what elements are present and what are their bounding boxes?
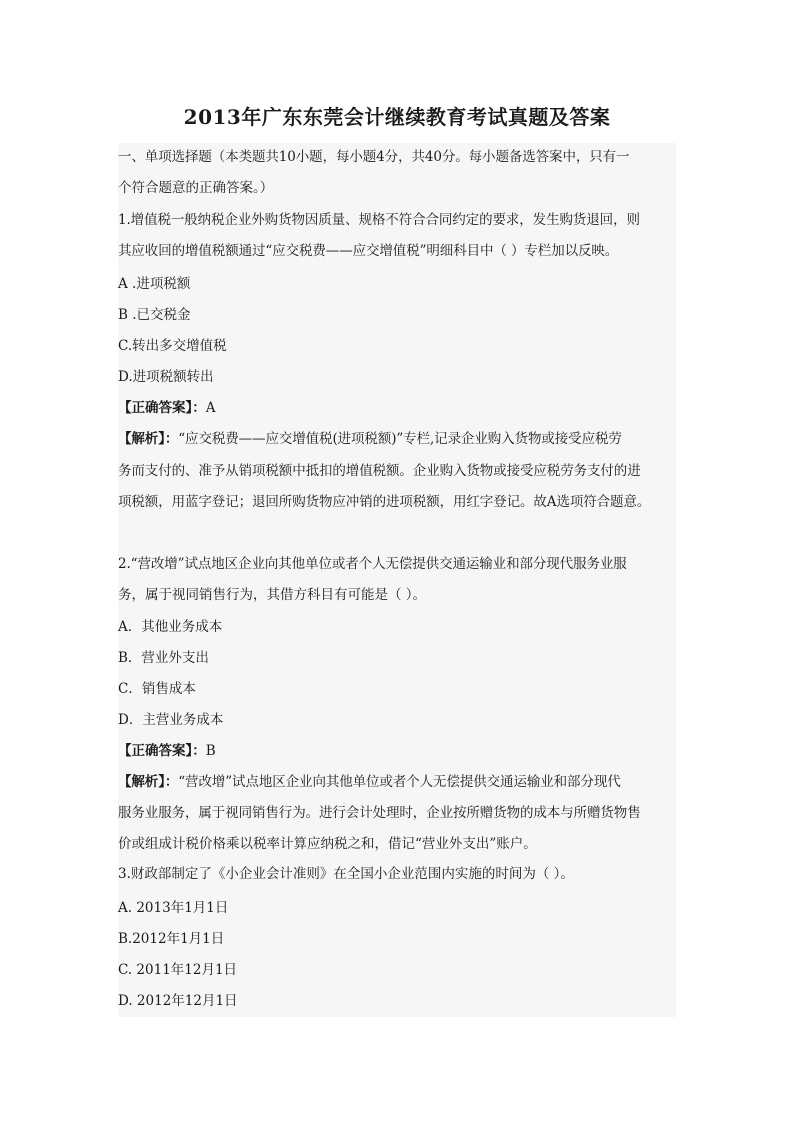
question-1-analysis-cont: 项税额，用蓝字登记；退回所购货物应冲销的进项税额，用红字登记。故A选项符合题意。 bbox=[118, 494, 651, 510]
question-2-answer bbox=[118, 743, 216, 759]
question-2-analysis-cont: 价或组成计税价格乘以税率计算应纳税之和，借记“营业外支出”账户。 bbox=[118, 836, 537, 852]
answer-label: 【正确答案】： bbox=[118, 400, 206, 416]
question-1-stem-cont: 其应收回的增值税额通过“应交税费——应交增值税”明细科目中（ ）专栏加以反映。 bbox=[118, 243, 619, 259]
section-heading-cont: 个符合题意的正确答案。） bbox=[118, 180, 274, 196]
question-2-option-d: D．主营业务成本 bbox=[118, 712, 224, 728]
question-2-analysis bbox=[118, 774, 686, 790]
question-3-option-a: A. 2013年1月1日 bbox=[118, 900, 229, 916]
question-2-analysis-cont: 服务业服务，属于视同销售行为。进行会计处理时，企业按所赠货物的成本与所赠货物售 bbox=[118, 805, 641, 821]
analysis-text: “应交税费——应交增值税(进项税额)”专栏,记录企业购入货物或接受应税劳 bbox=[178, 431, 622, 447]
question-1-option-c: C.转出多交增值税 bbox=[118, 338, 227, 354]
analysis-label: 【解析】： bbox=[118, 774, 179, 790]
document-body bbox=[118, 143, 676, 1017]
question-1-answer bbox=[118, 400, 216, 416]
answer-value: B bbox=[205, 743, 216, 759]
question-3-stem: 3.财政部制定了《小企业会计准则》在全国小企业范围内实施的时间为（ ）。 bbox=[118, 866, 574, 882]
question-2-stem-cont: 务，属于视同销售行为，其借方科目有可能是（ ）。 bbox=[118, 587, 427, 603]
question-1-analysis bbox=[118, 431, 686, 447]
question-1-analysis-cont: 务而支付的、准予从销项税额中抵扣的增值税额。企业购入货物或接受应税劳务支付的进 bbox=[118, 463, 641, 479]
question-2-option-b: B．营业外支出 bbox=[118, 650, 209, 666]
question-2-stem: 2.“营改增”试点地区企业向其他单位或者个人无偿提供交通运输业和部分现代服务业服 bbox=[118, 556, 627, 572]
question-3-option-c: C. 2011年12月1日 bbox=[118, 962, 238, 978]
answer-label: 【正确答案】： bbox=[118, 743, 206, 759]
question-1-option-a: A .进项税额 bbox=[118, 276, 191, 292]
question-3-option-d: D. 2012年12月1日 bbox=[118, 993, 238, 1009]
question-3-option-b: B.2012年1月1日 bbox=[118, 931, 225, 947]
question-2-option-a: A．其他业务成本 bbox=[118, 619, 223, 635]
document-title: 2013年广东东莞会计继续教育考试真题及答案 bbox=[183, 105, 611, 129]
question-1-stem: 1.增值税一般纳税企业外购货物因质量、规格不符合合同约定的要求，发生购货退回，则 bbox=[118, 212, 640, 228]
analysis-label: 【解析】： bbox=[118, 431, 179, 447]
question-1-option-d: D.进项税额转出 bbox=[118, 369, 214, 385]
question-2-option-c: C．销售成本 bbox=[118, 681, 196, 697]
answer-value: A bbox=[205, 400, 216, 416]
analysis-text: “营改增”试点地区企业向其他单位或者个人无偿提供交通运输业和部分现代 bbox=[178, 774, 621, 790]
section-heading: 一、单项选择题（本类题共10小题，每小题4分，共40分。每小题备选答案中，只有一 bbox=[118, 149, 630, 165]
question-1-option-b: B .已交税金 bbox=[118, 307, 191, 323]
